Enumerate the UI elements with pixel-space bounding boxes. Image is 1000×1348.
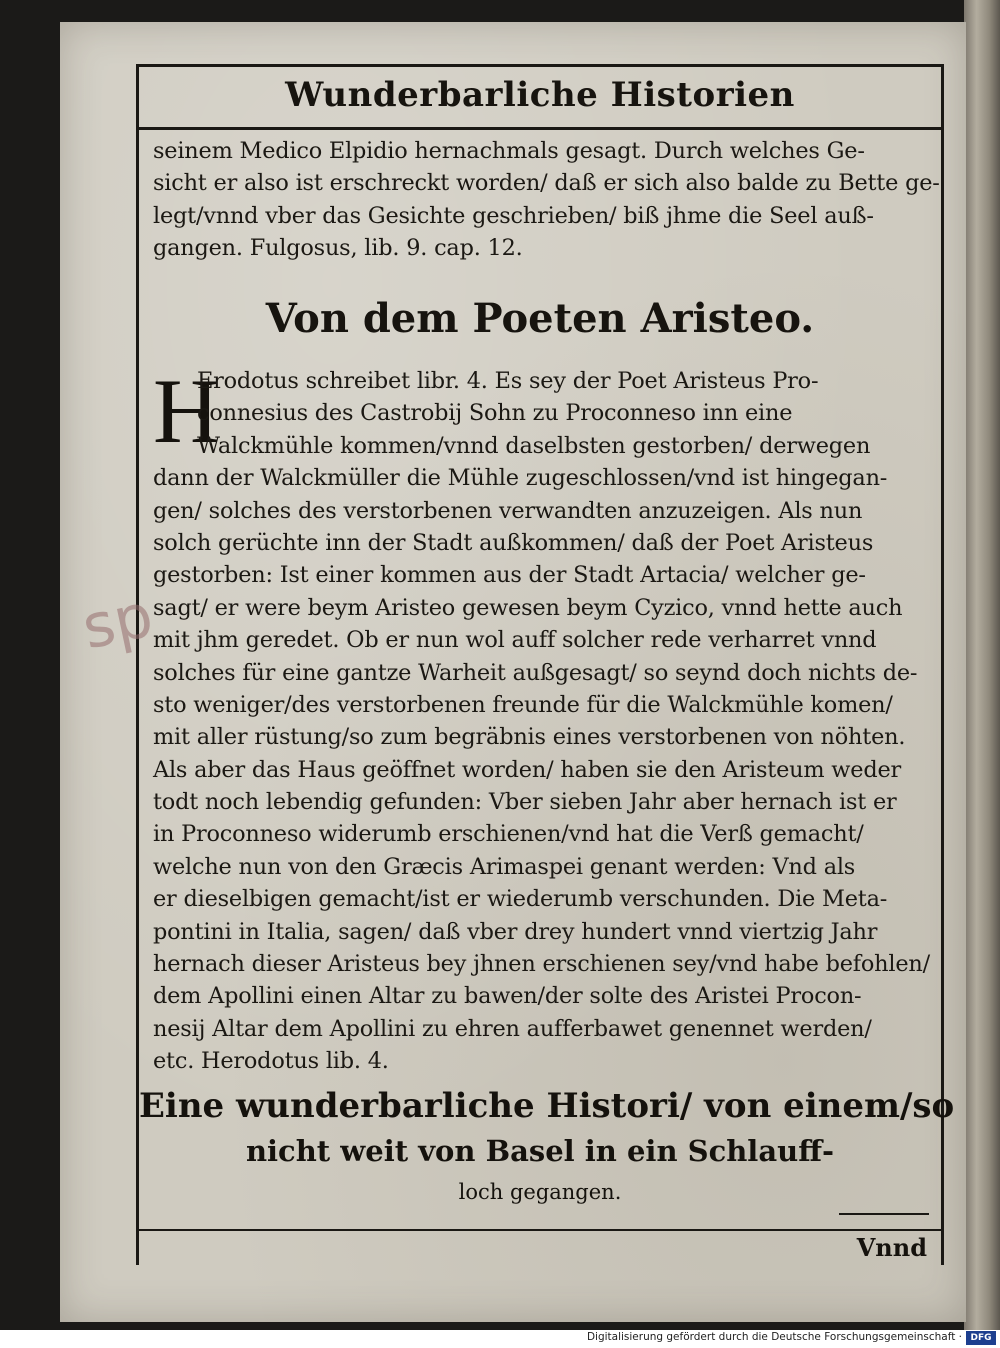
bottom-rule-short [839,1213,929,1215]
text-line: todt noch lebendig gefunden: Vber sieben Jahr aber hernach ist er [153,789,897,816]
page-frame [76,64,955,1265]
text-line: nesij Altar dem Apollini zu ehren aufferbawet genennet werden/ [153,1015,872,1042]
book-page [60,22,966,1322]
drop-cap: H [153,360,220,462]
text-line: dem Apollini einen Altar zu bawen/der solte des Aristei Procon- [153,983,862,1010]
footer-credit: Digitalisierung gefördert durch die Deutsche Forschungsgemeinschaft · [586,1331,962,1343]
text-line: Erodotus schreibet libr. 4. Es sey der Poet Aristeus Pro- [197,368,819,394]
text-block-continuation [153,135,940,265]
text-line: er dieselbigen gemacht/ist er wiederumb verschunden. Die Meta- [153,886,888,913]
book-edge [964,0,1000,1330]
section-heading-line: Eine wunderbarliche Histori/ von einem/so [139,1086,955,1126]
text-line: welche nun von den Græcis Arimaspei genant werden: Vnd als [153,853,856,880]
catchword: Vnnd [856,1233,927,1262]
pencil-mark: sp [76,580,159,664]
text-line: pontini in Italia, sagen/ daß vber drey hundert vnnd viertzig Jahr [153,918,878,945]
text-line: gen/ solches des verstorbenen verwandten anzuzeigen. Als nun [153,497,863,524]
text-line: solch gerüchte inn der Stadt außkommen/ daß der Poet Aristeus [153,529,874,556]
text-line: mit jhm geredet. Ob er nun wol auff solcher rede verharret vnnd [153,627,877,654]
running-head: Wunderbarliche Historien [285,75,795,115]
text-line: sagt/ er were beym Aristeo gewesen beym Cyzico, vnnd hette auch [153,594,903,621]
text-line: Als aber das Haus geöffnet worden/ haben sie den Aristeum weder [153,756,902,783]
text-line: dann der Walckmüller die Mühle zugeschlossen/vnd ist hingegan- [153,465,888,492]
section-heading-line: nicht weit von Basel in ein Schlauff- [245,1134,835,1168]
text-line: connesius des Castrobij Sohn zu Proconneso inn eine [197,400,793,427]
dfg-logo[interactable]: DFG [966,1331,996,1345]
head-rule [139,127,941,130]
bottom-rule [139,1229,941,1231]
text-line: legt/vnnd vber das Gesichte geschrieben/ biß jhme die Seel auß- [153,202,874,229]
text-line: gestorben: Ist einer kommen aus der Stadt Artacia/ welcher ge- [153,562,866,589]
text-line: hernach dieser Aristeus bey jhnen erschienen sey/vnd habe befohlen/ [153,951,930,978]
text-line: mit aller rüstung/so zum begräbnis eines verstorbenen von nöhten. [153,724,906,751]
text-line: sto weniger/des verstorbenen freunde für die Walckmühle komen/ [153,691,893,718]
text-line: sicht er also ist erschreckt worden/ daß er sich also balde zu Bette ge- [153,170,940,197]
text-line: solches für eine gantze Warheit außgesagt/ so seynd doch nichts de- [153,659,918,686]
text-line: in Proconneso widerumb erschienen/vnd hat die Verß gemacht/ [153,821,864,848]
text-block-aristeo [153,360,930,1078]
text-line: Walckmühle kommen/vnnd daselbsten gestorben/ derwegen [197,432,871,459]
section-heading-line: loch gegangen. [458,1180,622,1204]
section-title: Von dem Poeten Aristeo. [265,295,815,342]
text-line: etc. Herodotus lib. 4. [153,1048,389,1075]
text-line: gangen. Fulgosus, lib. 9. cap. 12. [153,235,523,262]
text-line: seinem Medico Elpidio hernachmals gesagt. Durch welches Ge- [153,138,865,164]
